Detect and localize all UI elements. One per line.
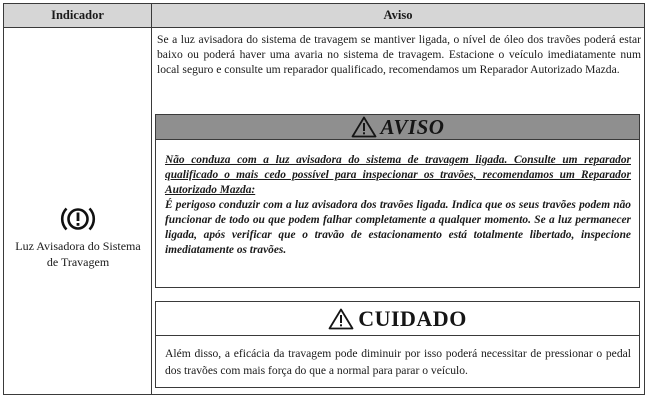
warning-title-bar bbox=[156, 115, 639, 140]
caution-title-bar bbox=[156, 302, 639, 336]
indicator-label: Luz Avisadora do Sistema de Travagem bbox=[15, 239, 141, 269]
caution-box bbox=[155, 301, 640, 388]
indicator-cell bbox=[4, 28, 151, 394]
warning-title: AVISO bbox=[380, 114, 445, 139]
warning-paragraph-2: É perigoso conduzir com a luz avisadora dos travões ligada. Indica que os seus travões podem não funcionar de todo ou que podem falhar completamente a qualquer momento. Se a luz permanecer ligada, após verificar que o travão de estacionamento está totalmente libertado, inspecione imediatamente os travões. bbox=[165, 199, 631, 256]
intro-text: Se a luz avisadora do sistema de travagem se mantiver ligada, o nível de óleo dos travões poderá estar baixo ou poderá haver uma avaria no sistema de travagem. Estacione o veículo imediatamente num local seguro e consulte um reparador qualificado, recomendamos um Reparador Autorizado Mazda. bbox=[157, 33, 641, 76]
warning-triangle-icon bbox=[328, 308, 354, 330]
warning-box bbox=[155, 114, 640, 288]
table-header-row bbox=[4, 4, 644, 28]
header-indicador: Indicador bbox=[4, 4, 152, 27]
warning-body bbox=[156, 140, 639, 258]
warning-triangle-icon bbox=[351, 116, 377, 138]
caution-body: Além disso, a eficácia da travagem pode diminuir por isso poderá necessitar de pressionar o pedal dos travões com mais força do que a normal para parar o veículo. bbox=[165, 347, 631, 377]
column-divider bbox=[151, 28, 152, 394]
header-aviso: Aviso bbox=[383, 8, 413, 22]
brake-warning-icon bbox=[58, 204, 98, 234]
warning-paragraph-1: Não conduza com a luz avisadora do sistema de travagem ligada. Consulte um reparador qualificado o mais cedo possível para inspecionar os travões, recomendamos um Reparador Autorizado Mazda: bbox=[165, 154, 631, 196]
caution-title: CUIDADO bbox=[358, 305, 467, 331]
